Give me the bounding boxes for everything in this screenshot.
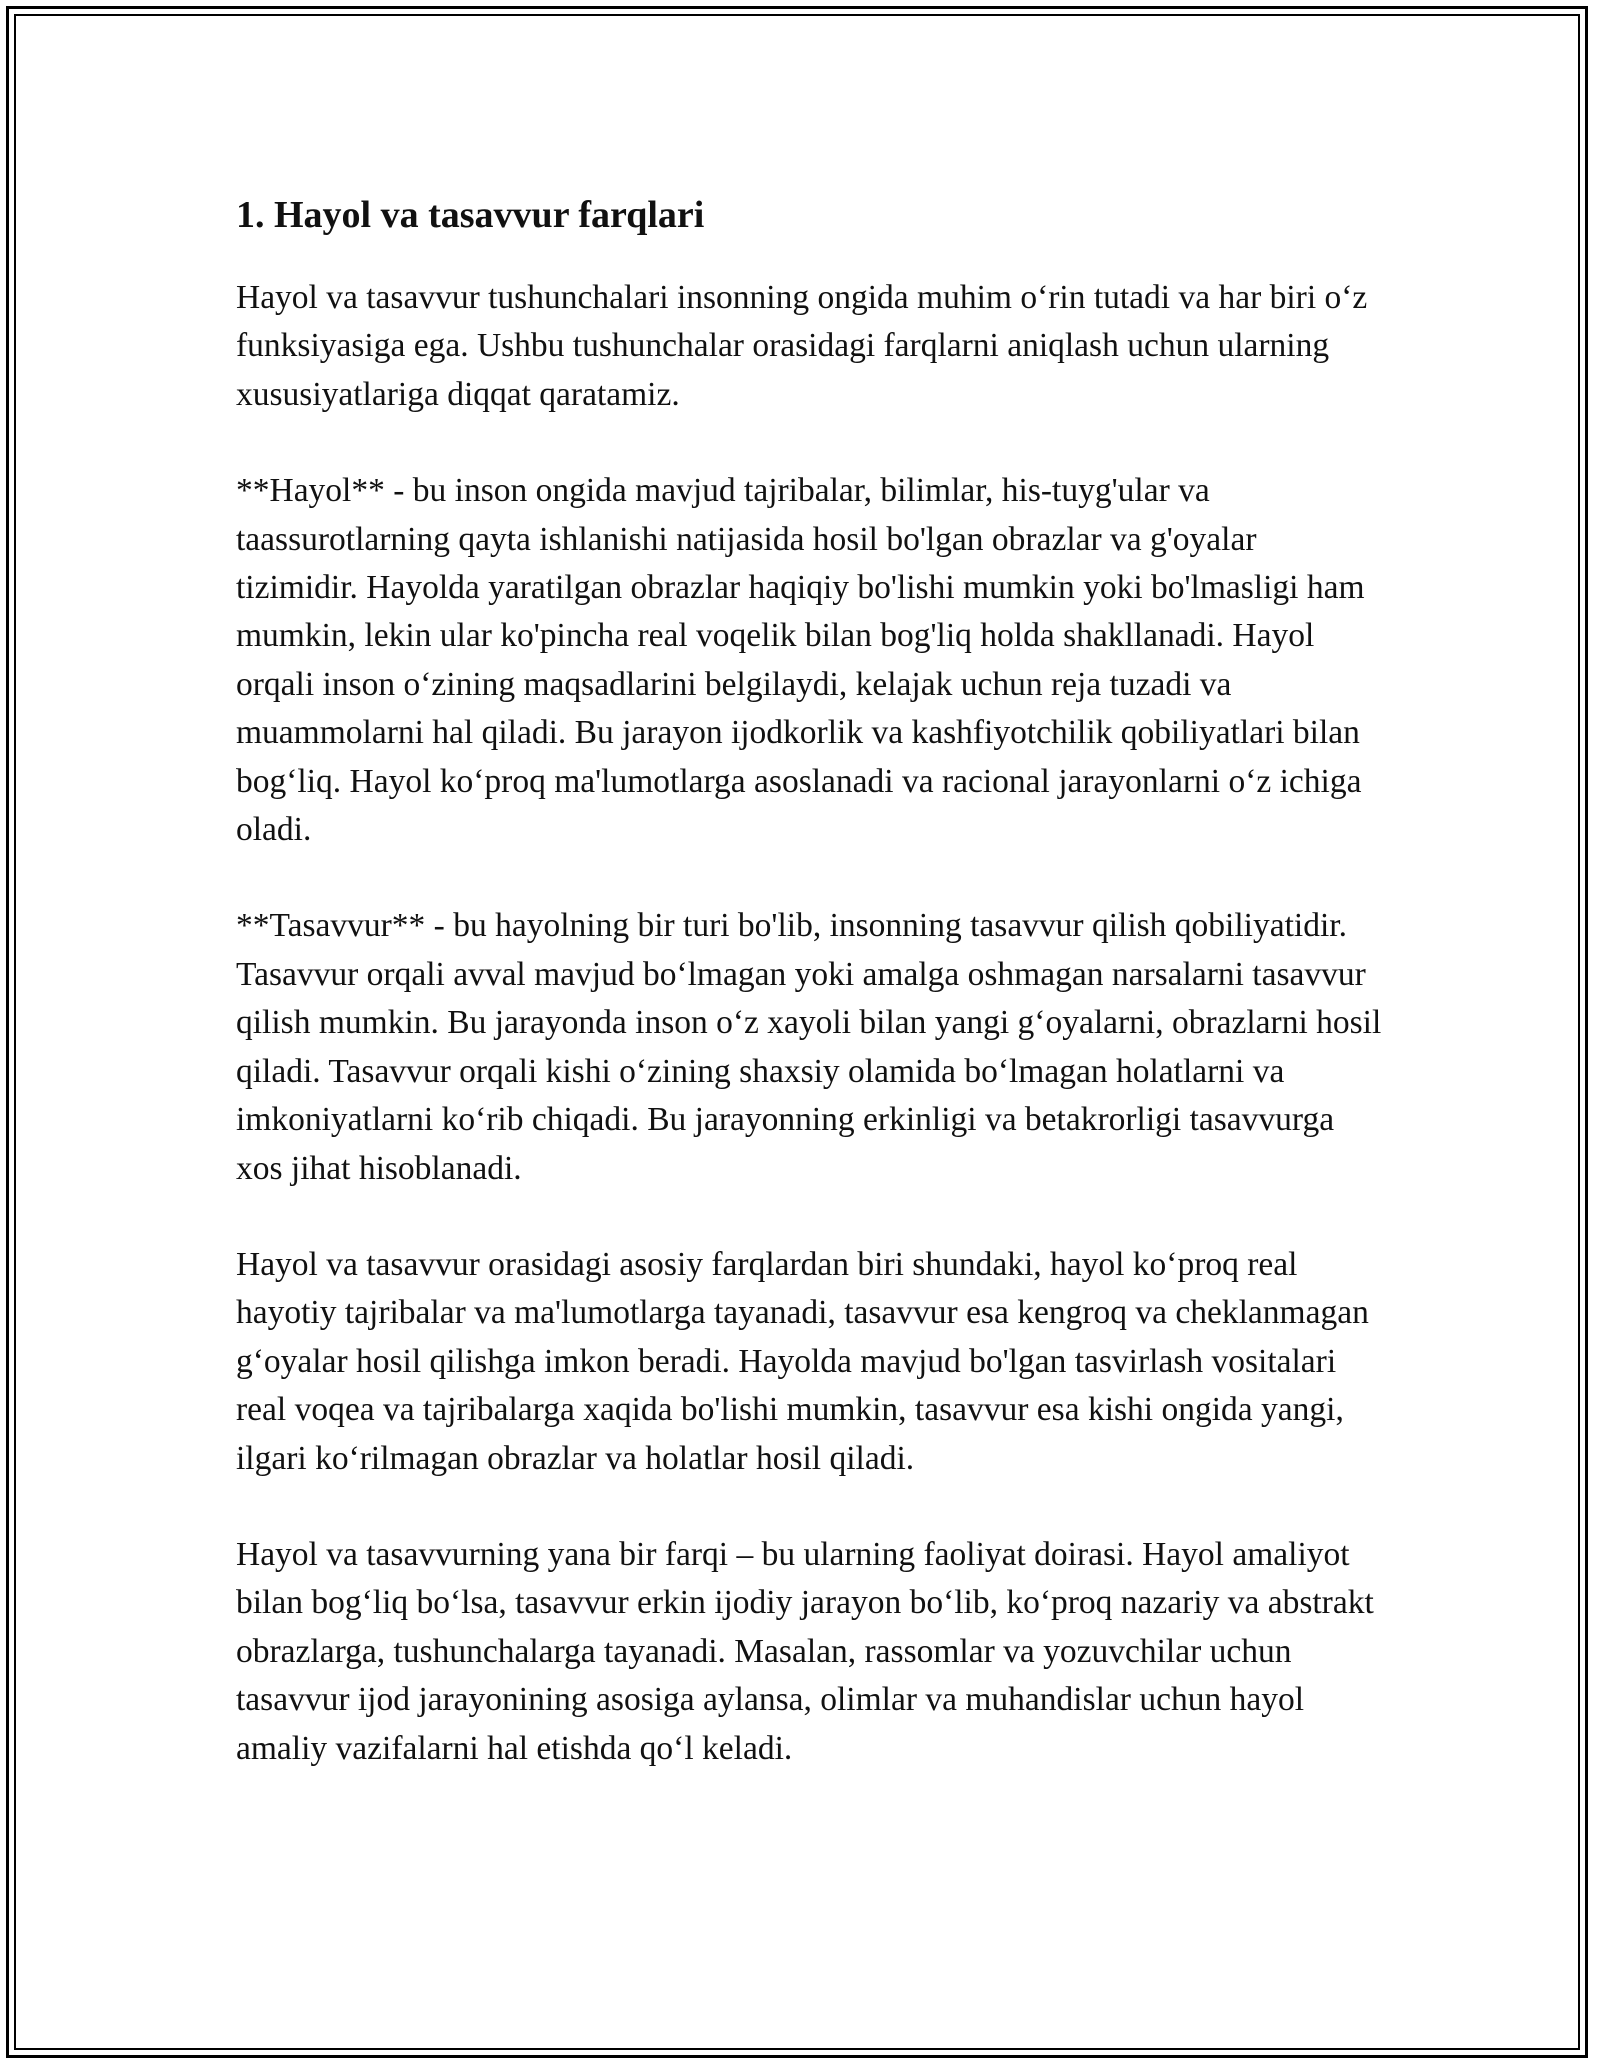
- document-body: [236, 184, 1386, 1821]
- paragraph-tasavvur: **Tasavvur** - bu hayolning bir turi bo'lib, insonning tasavvur qilish qobiliyatidir. Tasavvur orqali avval mavjud bo‘lmagan yoki amalga oshmagan narsalarni tasavvur qilish mumkin. Bu jarayonda inson o‘z xayoli bilan yangi g‘oyalarni, obrazlarni hosil qiladi. Tasavvur orqali kishi o‘zining shaxsiy olamida bo‘lmagan holatlarni va imkoniyatlarni ko‘rib chiqadi. Bu jarayonning erkinligi va betakrorligi tasavvurga xos jihat hisoblanadi.: [236, 907, 1382, 1187]
- paragraph-main-difference: Hayol va tasavvur orasidagi asosiy farqlardan biri shundaki, hayol ko‘proq real hayotiy tajribalar va ma'lumotlarga tayanadi, tasavvur esa kengroq va cheklanmagan g‘oyalar hosil qilishga imkon beradi. Hayolda mavjud bo'lgan tasvirlash vositalari real voqea va tajribalarga xaqida bo'lishi mumkin, tasavvur esa kishi ongida yangi, ilgari ko‘rilmagan obrazlar va holatlar hosil qiladi.: [236, 1245, 1369, 1477]
- section-heading: 1. Hayol va tasavvur farqlari: [236, 194, 705, 236]
- paragraph-intro: Hayol va tasavvur tushunchalari insonning ongida muhim o‘rin tutadi va har biri o‘z funksiyasiga ega. Ushbu tushunchalar orasidagi farqlarni aniqlash uchun ularning xususiyatlariga diqqat qaratamiz.: [236, 279, 1368, 413]
- paragraph-activity-scope: Hayol va tasavvurning yana bir farqi – bu ularning faoliyat doirasi. Hayol amaliyot bilan bog‘liq bo‘lsa, tasavvur erkin ijodiy jarayon bo‘lib, ko‘proq nazariy va abstrakt obrazlarga, tushunchalarga tayanadi. Masalan, rassomlar va yozuvchilar uchun tasavvur ijod jarayonining asosiga aylansa, olimlar va muhandislar uchun hayol amaliy vazifalarni hal etishda qo‘l keladi.: [236, 1535, 1374, 1767]
- paragraph-hayol: **Hayol** - bu inson ongida mavjud tajribalar, bilimlar, his-tuyg'ular va taassurotlarning qayta ishlanishi natijasida hosil bo'lgan obrazlar va g'oyalar tizimidir. Hayolda yaratilgan obrazlar haqiqiy bo'lishi mumkin yoki bo'lmasligi ham mumkin, lekin ular ko'pincha real voqelik bilan bog'liq holda shakllanadi. Hayol orqali inson o‘zining maqsadlarini belgilaydi, kelajak uchun reja tuzadi va muammolarni hal qiladi. Bu jarayon ijodkorlik va kashfiyotchilik qobiliyatlari bilan bog‘liq. Hayol ko‘proq ma'lumotlarga asoslanadi va racional jarayonlarni o‘z ichiga oladi.: [236, 472, 1365, 849]
